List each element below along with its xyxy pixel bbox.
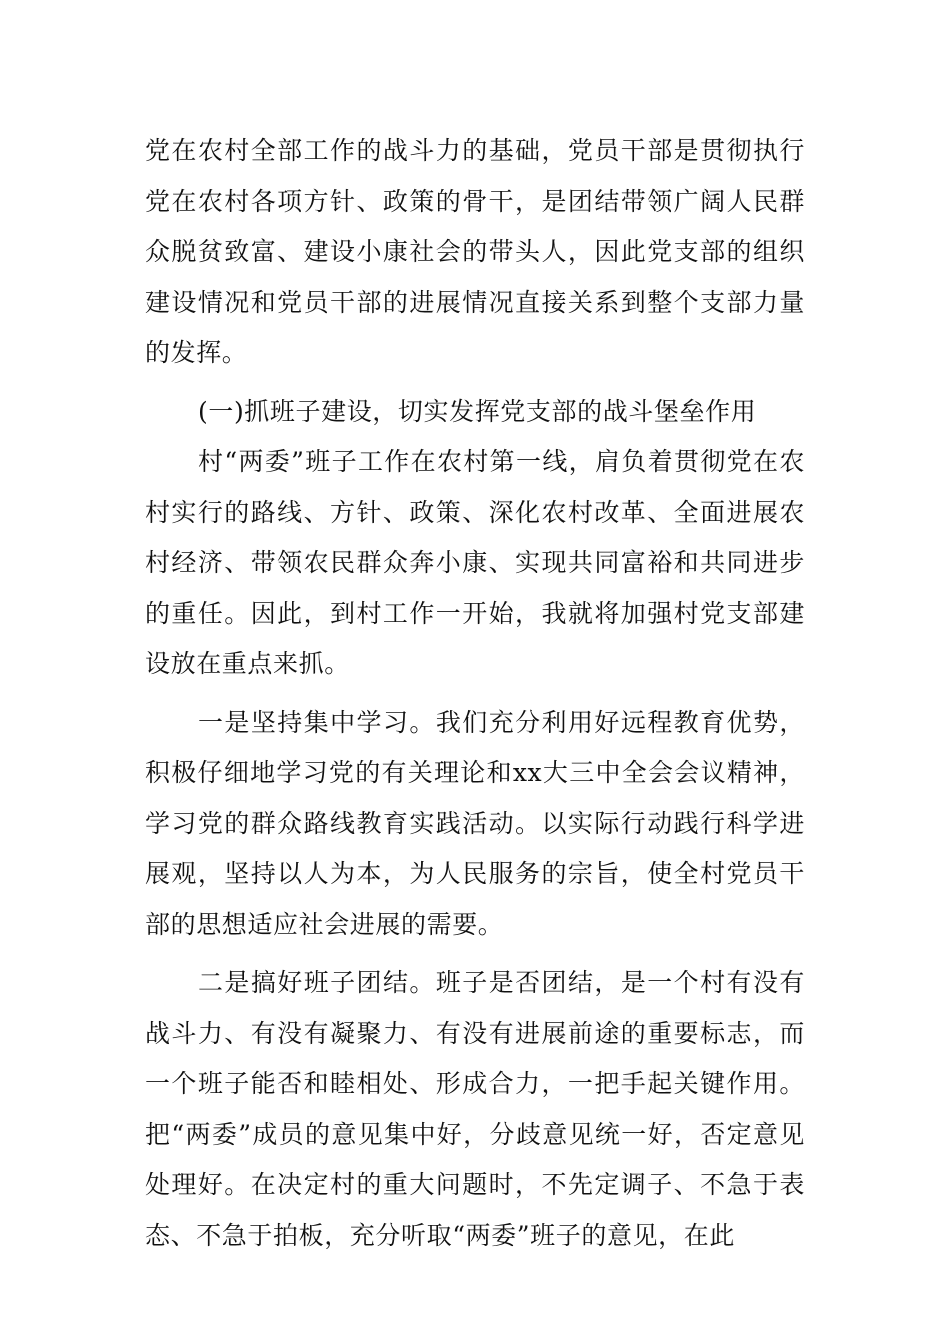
paragraph: 一是坚持集中学习。我们充分利用好远程教育优势，积极仔细地学习党的有关理论和xx大三中全会会议精神，学习党的群众路线教育实践活动。以实际行动践行科学进展观，坚持以人为本，为人民服务的宗旨，使全村党员干部的思想适应社会进展的需要。 bbox=[145, 707, 805, 939]
section-heading: (一)抓班子建设，切实发挥党支部的战斗堡垒作用 bbox=[198, 396, 757, 426]
paragraph-continuation: 党在农村全部工作的战斗力的基础，党员干部是贯彻执行党在农村各项方针、政策的骨干，是团结带领广阔人民群众脱贫致富、建设小康社会的带头人，因此党支部的组织建设情况和党员干部的进展情况直接关系到整个支部力量的发挥。 bbox=[145, 136, 805, 367]
document-body bbox=[145, 126, 805, 1261]
paragraph: 村“两委”班子工作在农村第一线，肩负着贯彻党在农村实行的路线、方针、政策、深化农村改革、全面进展农村经济、带领农民群众奔小康、实现共同富裕和共同进步的重任。因此，到村工作一开始，我就将加强村党支部建设放在重点来抓。 bbox=[145, 447, 805, 678]
paragraph: 二是搞好班子团结。班子是否团结，是一个村有没有战斗力、有没有凝聚力、有没有进展前途的重要标志，而一个班子能否和睦相处、形成合力，一把手起关键作用。把“两委”成员的意见集中好，分歧意见统一好，否定意见处理好。在决定村的重大问题时，不先定调子、不急于表态、不急于拍板，充分听取“两委”班子的意见，在此 bbox=[145, 968, 805, 1250]
